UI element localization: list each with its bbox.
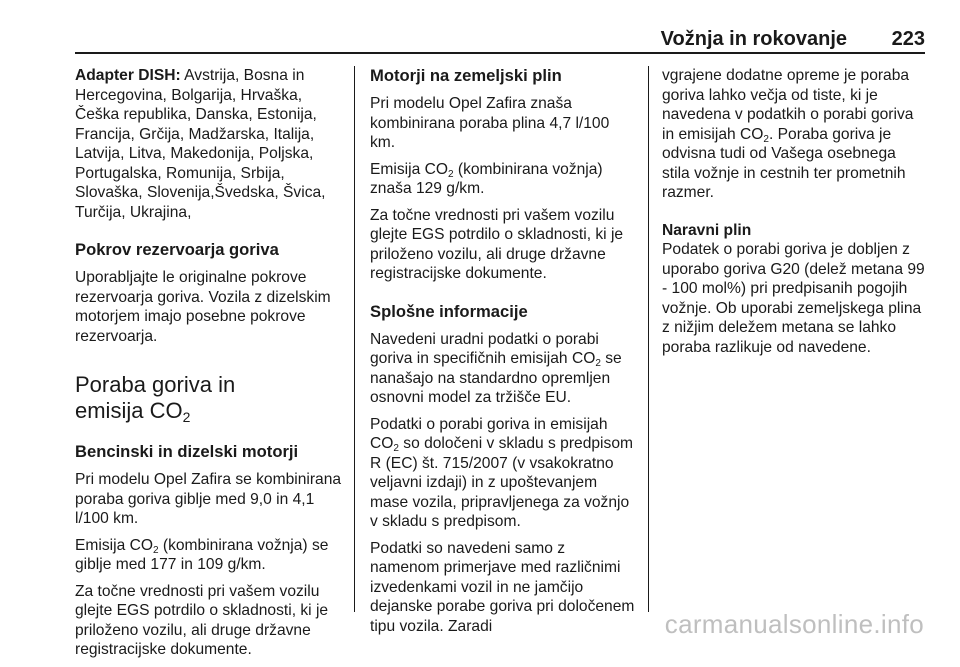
- general-info-heading: Splošne informacije: [370, 301, 528, 321]
- adapter-countries: Avstrija, Bosna in Hercegovina, Bolgarija, Hrvaška, Češka republika, Danska, Estonija, Francija, Grčija, Madžarska, Italija, Latvija, Litva, Makedonija, Poljska, Portugalska, Romunija, Srbija, Slovaška, Slovenija,Švedska, Švica, Turčija, Ukrajina,: [75, 67, 326, 221]
- petrol-emission-a: Emisija CO: [75, 536, 153, 554]
- fuel-cap-text: Uporabljajte le originalne pokrove rezervoarja goriva. Vozila z dizelskim motorjem imajo posebne pokrove rezervoarja.: [75, 269, 331, 345]
- general-p2: [370, 415, 635, 532]
- section-heading-line2: emisija CO: [75, 398, 183, 423]
- natural-gas-section: [662, 221, 927, 358]
- column-1: [75, 66, 343, 667]
- gas-emission-b: (kombinirana vožnja) znaša 129 g/km.: [370, 160, 603, 197]
- header-rule: [75, 52, 925, 54]
- gas-emission-sub: 2: [447, 168, 454, 180]
- gas-emission-a: Emisija CO: [370, 160, 448, 178]
- page-number: 223: [891, 28, 925, 50]
- petrol-reference-text: Za točne vrednosti pri vašem vozilu glejte EGS potrdilo o skladnosti, ki je priloženo vozilu, ali druge državne registracijske dokumente.: [75, 582, 329, 658]
- page-header: [75, 28, 925, 50]
- gas-engines-heading: Motorji na zemeljski plin: [370, 66, 562, 85]
- gas-reference-text: Za točne vrednosti pri vašem vozilu glejte EGS potrdilo o skladnosti, ki je priloženo vozilu, ali druge državne registracijske dokumente.: [370, 206, 624, 282]
- section-heading-line1: Poraba goriva in: [75, 372, 236, 397]
- general-p1-b: se nanašajo na standardno opremljen osnovni model za tržišče EU.: [370, 350, 622, 406]
- continuation-a: vgrajene dodatne opreme je poraba goriva lahko večja od tiste, ki je navedena v podatkih o porabi goriva in emisijah CO: [662, 67, 914, 143]
- section-heading-sub: 2: [182, 409, 191, 425]
- column-3: [662, 66, 927, 364]
- natural-gas-heading: Naravni plin: [662, 221, 752, 239]
- natural-gas-text: Podatek o porabi goriva je dobljen z uporabo goriva G20 (delež metana 99 - 100 mol%) pri predpisanih pogojih vožnje. Ob uporabi zemeljskega plina z nižjim deležem metana se lahko poraba razlikuje od navedene.: [662, 241, 925, 356]
- petrol-emission-b: (kombinirana vožnja) se giblje med 177 in 109 g/km.: [75, 536, 329, 573]
- petrol-emission-text: [75, 536, 343, 575]
- column-divider-1: [354, 66, 355, 612]
- watermark: carmanualsonline.info: [664, 609, 924, 639]
- general-p2-b: so določeni v skladu s predpisom R (EC) št. 715/2007 (v vsakokratno veljavni izdaji) in z upoštevanjem mase vozila, pripravljenega za vožnjo v skladu s predpisom.: [370, 435, 633, 530]
- petrol-consumption-text: Pri modelu Opel Zafira se kombinirana poraba goriva giblje med 9,0 in 4,1 l/100 km.: [75, 471, 342, 527]
- adapter-paragraph: [75, 66, 343, 222]
- column-divider-2: [648, 66, 649, 612]
- gas-consumption-text: Pri modelu Opel Zafira znaša kombinirana poraba plina 4,7 l/100 km.: [370, 95, 610, 151]
- section-heading: [75, 372, 343, 424]
- continuation-b: . Poraba goriva je odvisna tudi od Vašega osebnega stila vožnje in cestnih ter prometnih razmer.: [662, 125, 906, 201]
- continuation-text: [662, 66, 927, 203]
- gas-emission-text: [370, 160, 635, 199]
- general-p2-a: Podatki o porabi goriva in emisijah CO: [370, 415, 608, 452]
- petrol-emission-sub: 2: [152, 544, 159, 556]
- petrol-diesel-heading: Bencinski in dizelski motorji: [75, 442, 299, 461]
- column-2: [370, 66, 635, 643]
- adapter-label: Adapter DISH:: [75, 67, 181, 84]
- continuation-sub: 2: [763, 133, 769, 145]
- fuel-cap-heading: Pokrov rezervoarja goriva: [75, 240, 279, 259]
- general-p1-sub: 2: [595, 358, 601, 369]
- header-title: Vožnja in rokovanje: [660, 28, 847, 50]
- general-p1-a: Navedeni uradni podatki o porabi goriva in specifičnih emisijah CO: [370, 330, 599, 367]
- general-p3: Podatki so navedeni samo z namenom primerjave med različnimi izvedenkami vozil in ne jamčijo dejanske porabe goriva pri določenem tipu vozila. Zaradi: [370, 539, 635, 635]
- general-p2-sub: 2: [393, 443, 399, 454]
- general-p1: [370, 330, 635, 408]
